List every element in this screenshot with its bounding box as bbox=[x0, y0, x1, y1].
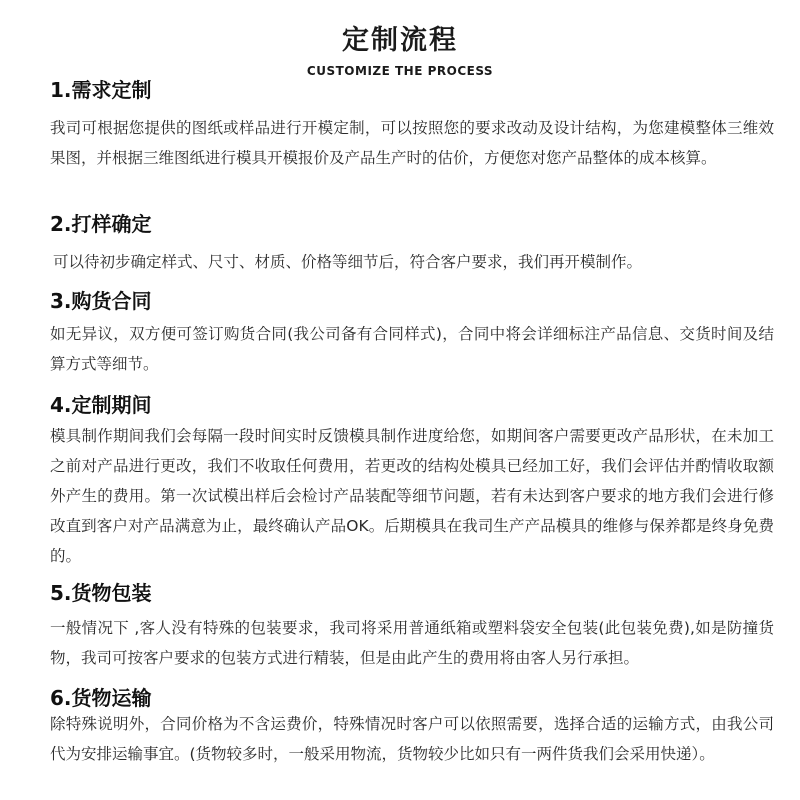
page-subtitle: CUSTOMIZE THE PROCESS bbox=[306, 64, 494, 78]
section-body-shipping: 除特殊说明外，合同价格为不含运费价，特殊情况时客户可以依照需要，选择合适的运输方式，由我公司代为安排运输事宜。(货物较多时，一般采用物流，货物较少比如只有一两件货我们会采用快递）。 bbox=[50, 715, 774, 763]
section-body-packaging: 一般情况下 ,客人没有特殊的包装要求，我司将采用普通纸箱或塑料袋安全包装(此包装免费),如是防撞货物，我司可按客户要求的包装方式进行精装，但是由此产生的费用将由客人另行承担。 bbox=[50, 619, 774, 667]
section-body-sample: 可以待初步确定样式、尺寸、材质、价格等细节后，符合客户要求，我们再开模制作。 bbox=[53, 253, 643, 271]
section-body-contract: 如无异议，双方便可签订购货合同(我公司备有合同样式)，合同中将会详细标注产品信息、交货时间及结算方式等细节。 bbox=[50, 325, 774, 373]
section-heading-contract: 3.购货合同 bbox=[50, 289, 152, 313]
page-title: 定制流程 bbox=[342, 25, 458, 56]
section-body-demand: 我司可根据您提供的图纸或样品进行开模定制，可以按照您的要求改动及设计结构，为您建模整体三维效果图，并根据三维图纸进行模具开模报价及产品生产时的估价，方便您对您产品整体的成本核算。 bbox=[50, 119, 774, 167]
section-heading-shipping: 6.货物运输 bbox=[50, 686, 152, 710]
section-heading-sample: 2.打样确定 bbox=[50, 212, 152, 236]
section-heading-packaging: 5.货物包装 bbox=[50, 581, 152, 605]
section-body-customization-period: 模具制作期间我们会每隔一段时间实时反馈模具制作进度给您，如期间客户需要更改产品形状，在未加工之前对产品进行更改，我们不收取任何费用，若更改的结构处模具已经加工好，我们会评估并酌情收取额外产生的费用。第一次试模出样后会检讨产品装配等细节问题，若有未达到客户要求的地方我们会进行修改直到客户对产品满意为止，最终确认产品OK。后期模具在我司生产产品模具的维修与保养都是终身免费的。 bbox=[50, 427, 774, 565]
section-heading-customization-period: 4.定制期间 bbox=[50, 393, 152, 417]
section-heading-demand: 1.需求定制 bbox=[50, 78, 152, 102]
